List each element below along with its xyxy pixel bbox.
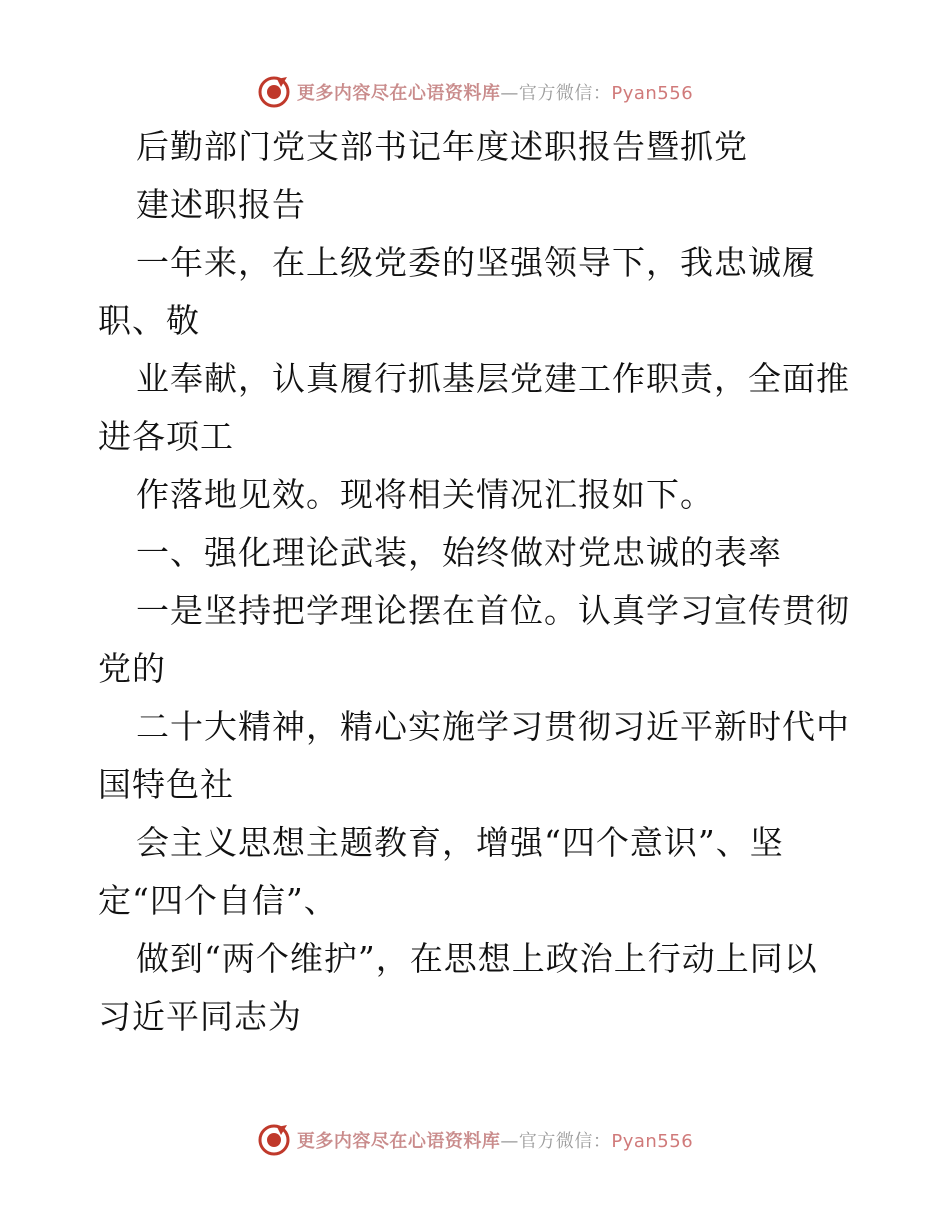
document-line: 进各项工	[98, 417, 234, 456]
watermark-main-text: 更多内容尽在心语资料库	[296, 1131, 501, 1152]
watermark-dash: —	[500, 83, 519, 104]
watermark-main-text: 更多内容尽在心语资料库	[296, 83, 501, 104]
document-body	[98, 118, 858, 1046]
watermark-wechat-id: Pyan556	[611, 83, 694, 104]
document-line: 一、强化理论武装，始终做对党忠诚的表率	[136, 533, 782, 572]
brand-logo-icon	[257, 75, 291, 109]
document-line: 职、敬	[98, 301, 200, 340]
document-line: 作落地见效。现将相关情况汇报如下。	[136, 475, 714, 514]
document-line: 国特色社	[98, 765, 234, 804]
header-watermark	[0, 72, 950, 112]
document-line: 党的	[98, 649, 166, 688]
watermark-wechat-id: Pyan556	[611, 1131, 694, 1152]
document-line: 做到“两个维护”，在思想上政治上行动上同以	[136, 939, 818, 978]
watermark-sub-text: 官方微信：	[518, 1131, 612, 1152]
document-line: 后勤部门党支部书记年度述职报告暨抓党	[136, 127, 748, 166]
document-line: 习近平同志为	[98, 997, 302, 1036]
document-line: 二十大精神，精心实施学习贯彻习近平新时代中	[136, 707, 850, 746]
document-line: 一年来，在上级党委的坚强领导下，我忠诚履	[136, 243, 816, 282]
document-line: 一是坚持把学理论摆在首位。认真学习宣传贯彻	[136, 591, 850, 630]
document-line: 会主义思想主题教育，增强“四个意识”、坚	[136, 823, 784, 862]
document-line: 业奉献，认真履行抓基层党建工作职责，全面推	[136, 359, 850, 398]
footer-watermark	[0, 1120, 950, 1160]
document-line: 定“四个自信”、	[98, 881, 338, 920]
watermark-sub-text: 官方微信：	[518, 83, 612, 104]
watermark-dash: —	[500, 1131, 519, 1152]
document-line: 建述职报告	[136, 185, 306, 224]
brand-logo-icon	[257, 1123, 291, 1157]
